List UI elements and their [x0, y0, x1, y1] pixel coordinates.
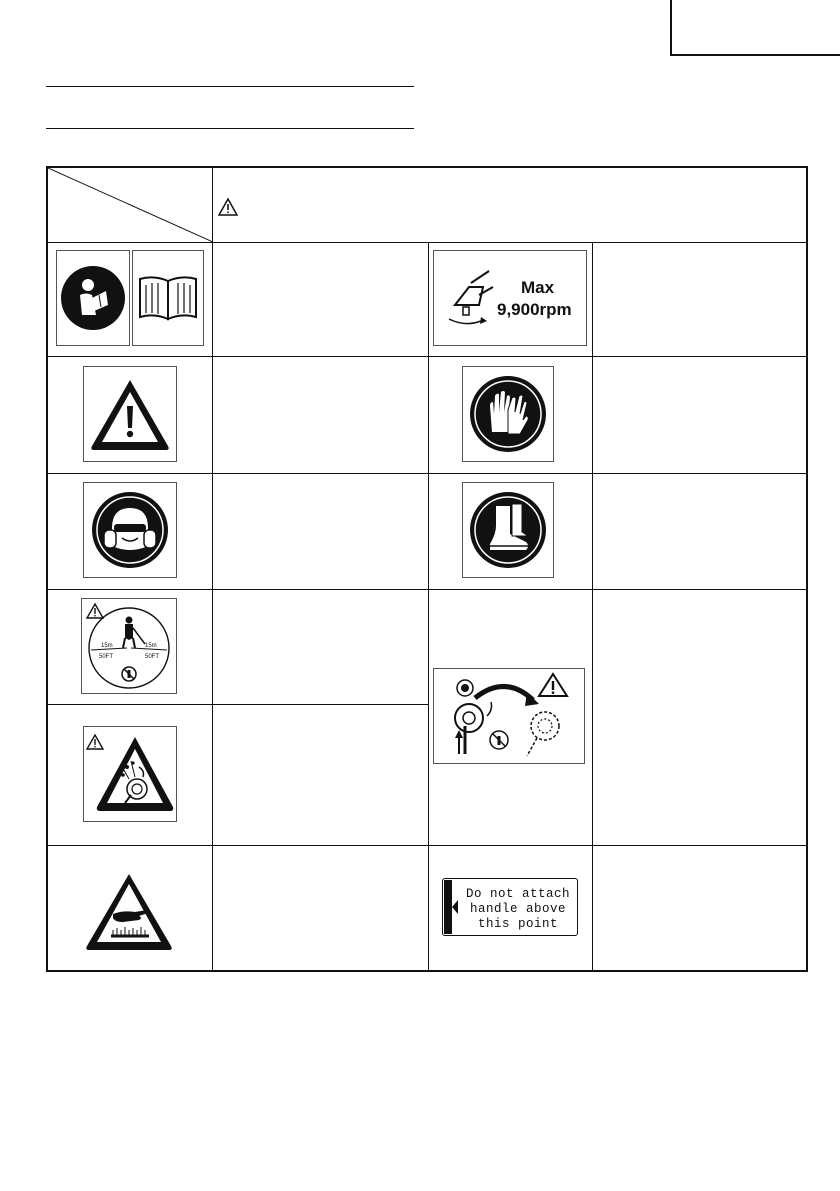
max-rpm-sticker [433, 250, 587, 346]
keep-distance-15m-icon [81, 598, 177, 694]
open-book-icon [132, 250, 204, 346]
read-manual-icon [56, 250, 130, 346]
col-divider [592, 242, 593, 970]
rpm-line1: Max [521, 278, 555, 297]
eye-ear-protection-icon [83, 482, 177, 578]
handle-label-line2: handle above [469, 902, 567, 916]
blade-thrust-icon [433, 668, 585, 764]
distance-right-bottom: 50FT [145, 654, 160, 660]
row-divider [48, 473, 806, 474]
handle-label-line1: Do not attach [465, 887, 571, 901]
hot-surface-icon [81, 868, 177, 956]
row-divider [48, 704, 428, 705]
header-diagonal [48, 168, 213, 242]
header-warning-icon [218, 198, 238, 216]
row-divider [48, 356, 806, 357]
wear-boots-icon [462, 482, 554, 578]
thrown-objects-icon [83, 726, 177, 822]
row-divider [48, 242, 806, 243]
distance-left-bottom: 50FT [99, 654, 114, 660]
warning-triangle-icon [83, 366, 177, 462]
page-corner-box [670, 0, 840, 56]
handle-position-label [442, 878, 578, 936]
title-rule-top [46, 86, 414, 87]
col-divider [428, 242, 429, 970]
distance-left-top: 15m [101, 643, 113, 649]
title-rule-bottom [46, 128, 414, 129]
row-divider [48, 845, 806, 846]
rpm-line2: 9,900rpm [497, 300, 572, 319]
row-divider [48, 589, 806, 590]
handle-label-line3: this point [477, 917, 559, 931]
col-divider [212, 168, 213, 970]
distance-right-top: 15m [145, 643, 157, 649]
wear-gloves-icon [462, 366, 554, 462]
